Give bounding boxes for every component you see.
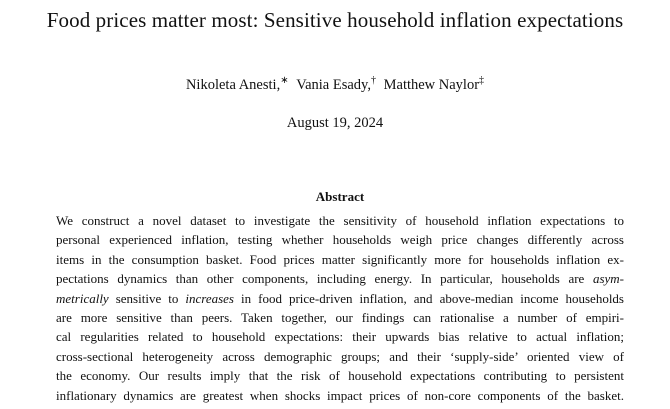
paper-title: Food prices matter most: Sensitive household inflation expectations <box>46 8 624 32</box>
author-2 <box>296 77 376 94</box>
author-1-footnote-mark: ∗ <box>280 75 289 86</box>
abstract-text: cross-sectional heterogeneity across demographic groups; and their ‘supply-side’ oriented view of <box>56 348 624 364</box>
abstract-heading: Abstract <box>315 189 365 204</box>
author-list <box>0 77 670 94</box>
abstract-line <box>56 366 624 385</box>
author-2-footnote-mark: † <box>370 75 376 86</box>
abstract-text: sensitive to <box>108 290 186 306</box>
author-3-footnote-mark: ‡ <box>479 75 485 86</box>
abstract-text: cal regularities related to household expectations: their upwards bias relative to actual inflation; <box>56 329 624 345</box>
abstract-text: personal experienced inflation, testing whether households weigh price changes differently across <box>56 232 624 248</box>
abstract-text: in food price-driven inflation, and above-median income households <box>233 290 624 306</box>
author-1 <box>186 77 289 94</box>
abstract-text: inflationary dynamics are greatest when shocks impact prices of non-core components of the basket. <box>56 387 624 403</box>
abstract-line <box>56 230 624 249</box>
abstract-body <box>56 211 624 405</box>
author-3-name: Matthew Naylor <box>383 77 480 93</box>
author-1-name: Nikoleta Anesti, <box>185 77 281 93</box>
abstract-emphasis: increases <box>185 290 234 306</box>
author-2-name: Vania Esady, <box>296 77 371 93</box>
abstract-line <box>56 289 624 308</box>
abstract-text: items in the consumption basket. Food prices matter significantly more for households inflation ex- <box>56 251 624 267</box>
abstract-line <box>56 386 624 405</box>
abstract-line <box>56 250 624 269</box>
abstract-text: are more sensitive than peers. Taken together, our findings can rationalise a number of empiri- <box>56 309 624 325</box>
abstract-emphasis: asym- <box>592 271 624 287</box>
abstract-emphasis: metrically <box>56 290 109 306</box>
abstract-text: the economy. Our results imply that the risk of household expectations contributing to persistent <box>56 368 624 384</box>
abstract-line <box>56 327 624 346</box>
abstract-text: pectations dynamics than other components, including energy. In particular, households are <box>56 271 593 287</box>
abstract-line <box>56 347 624 366</box>
abstract-text: We construct a novel dataset to investigate the sensitivity of household inflation expectations to <box>56 213 624 228</box>
paper-date: August 19, 2024 <box>286 115 384 131</box>
abstract-line <box>56 211 624 230</box>
abstract-line <box>56 269 624 288</box>
author-3 <box>384 77 484 94</box>
abstract-line <box>56 308 624 327</box>
